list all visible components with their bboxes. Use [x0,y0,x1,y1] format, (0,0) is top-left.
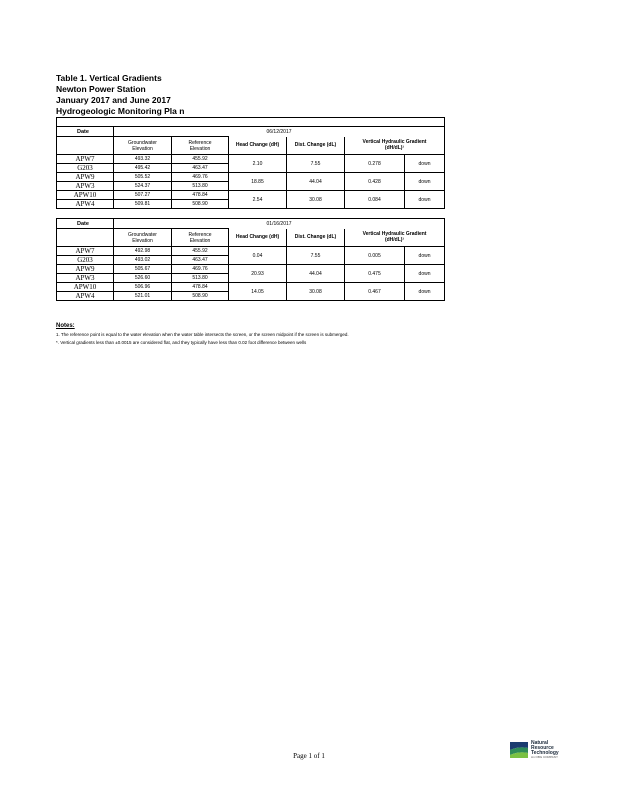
vhg-value: 0.428 [345,173,405,191]
gw-elevation: 509.81 [114,200,172,209]
gradient-table-january [56,218,445,301]
direction: down [405,265,445,283]
page-number: Page 1 of 1 [293,752,325,760]
table-row [57,191,445,200]
notes-heading: Notes: [56,323,75,329]
reference-header: Reference Elevation [172,229,229,247]
logo-mark-icon [510,740,530,760]
gw-elevation: 493.32 [114,155,172,164]
well-id: APW10 [57,191,114,200]
column-header-row [57,229,445,247]
vhg-header: Vertical Hydraulic Gradient (dH/dL)¹ [345,137,445,155]
notes-section [56,322,496,347]
well-id: APW3 [57,274,114,283]
table-row [57,155,445,164]
date-header: Date [57,219,114,229]
groundwater-header: Groundwater Elevation [114,229,172,247]
dist-change-header: Dist. Change (dL) [287,229,345,247]
table-header-row [57,219,445,229]
ref-elevation: 455.92 [172,247,229,256]
logo-tagline: An OBG COMPANY [531,755,558,759]
well-id: G203 [57,256,114,265]
dist-change: 30.08 [287,191,345,209]
title-line-4: Hydrogeologic Monitoring Pla n [56,106,185,116]
note-2: *. Vertical gradients less than ±0.0015 are considered flat, and they typically have less than 0.02 foot difference between wells [56,340,307,345]
head-change: 20.93 [229,265,287,283]
dist-change: 7.55 [287,155,345,173]
well-id: G203 [57,164,114,173]
gw-elevation: 526.60 [114,274,172,283]
vhg-value: 0.084 [345,191,405,209]
vhg-value: 0.005 [345,247,405,265]
ref-elevation: 469.76 [172,265,229,274]
well-id: APW4 [57,292,114,301]
well-id: APW9 [57,173,114,182]
vhg-value: 0.467 [345,283,405,301]
gw-elevation: 493.02 [114,256,172,265]
direction: down [405,173,445,191]
dist-change: 7.55 [287,247,345,265]
ref-elevation: 478.84 [172,191,229,200]
well-id: APW9 [57,265,114,274]
direction: down [405,191,445,209]
table-row [57,265,445,274]
company-logo [510,740,570,762]
ref-elevation: 508.90 [172,200,229,209]
head-change: 2.54 [229,191,287,209]
ref-elevation: 478.84 [172,283,229,292]
well-id: APW3 [57,182,114,191]
well-id: APW7 [57,155,114,164]
gw-elevation: 506.96 [114,283,172,292]
ref-elevation: 513.80 [172,274,229,283]
table-header-row [57,127,445,137]
gw-elevation: 507.27 [114,191,172,200]
sample-date: 06/12/2017 [114,127,445,137]
ref-elevation: 469.76 [172,173,229,182]
gw-elevation: 505.67 [114,265,172,274]
dist-change: 44.04 [287,265,345,283]
vhg-value: 0.475 [345,265,405,283]
dist-change: 44.04 [287,173,345,191]
table-spacer-row [57,118,445,127]
reference-header: Reference Elevation [172,137,229,155]
date-header: Date [57,127,114,137]
gw-elevation: 524.37 [114,182,172,191]
ref-elevation: 513.80 [172,182,229,191]
vhg-header: Vertical Hydraulic Gradient (dH/dL)¹ [345,229,445,247]
table-row [57,247,445,256]
ref-elevation: 463.47 [172,164,229,173]
direction: down [405,283,445,301]
head-change: 14.05 [229,283,287,301]
well-id: APW4 [57,200,114,209]
head-change: 2.10 [229,155,287,173]
title-line-3: January 2017 and June 2017 [56,95,171,105]
gw-elevation: 521.01 [114,292,172,301]
ref-elevation: 508.90 [172,292,229,301]
well-id: APW10 [57,283,114,292]
well-id: APW7 [57,247,114,256]
direction: down [405,155,445,173]
ref-elevation: 455.92 [172,155,229,164]
gw-elevation: 495.42 [114,164,172,173]
title-line-1: Table 1. Vertical Gradients [56,73,162,83]
dist-change: 30.08 [287,283,345,301]
ref-elevation: 463.47 [172,256,229,265]
head-change: 18.85 [229,173,287,191]
dist-change-header: Dist. Change (dL) [287,137,345,155]
gw-elevation: 492.98 [114,247,172,256]
table-row [57,283,445,292]
logo-text: Natural Resource Technology [531,740,559,756]
sample-date: 01/16/2017 [114,219,445,229]
head-change-header: Head Change (dH) [229,137,287,155]
gradient-table-june [56,117,445,209]
head-change-header: Head Change (dH) [229,229,287,247]
vhg-value: 0.278 [345,155,405,173]
title-line-2: Newton Power Station [56,84,146,94]
gw-elevation: 505.52 [114,173,172,182]
document-title [56,73,184,117]
note-1: 1. The reference point is equal to the water elevation when the water table intersects the screen, or the screen midpoint if the screen is submerged. [56,332,349,337]
head-change: 0.04 [229,247,287,265]
column-header-row [57,137,445,155]
table-row [57,173,445,182]
direction: down [405,247,445,265]
groundwater-header: Groundwater Elevation [114,137,172,155]
